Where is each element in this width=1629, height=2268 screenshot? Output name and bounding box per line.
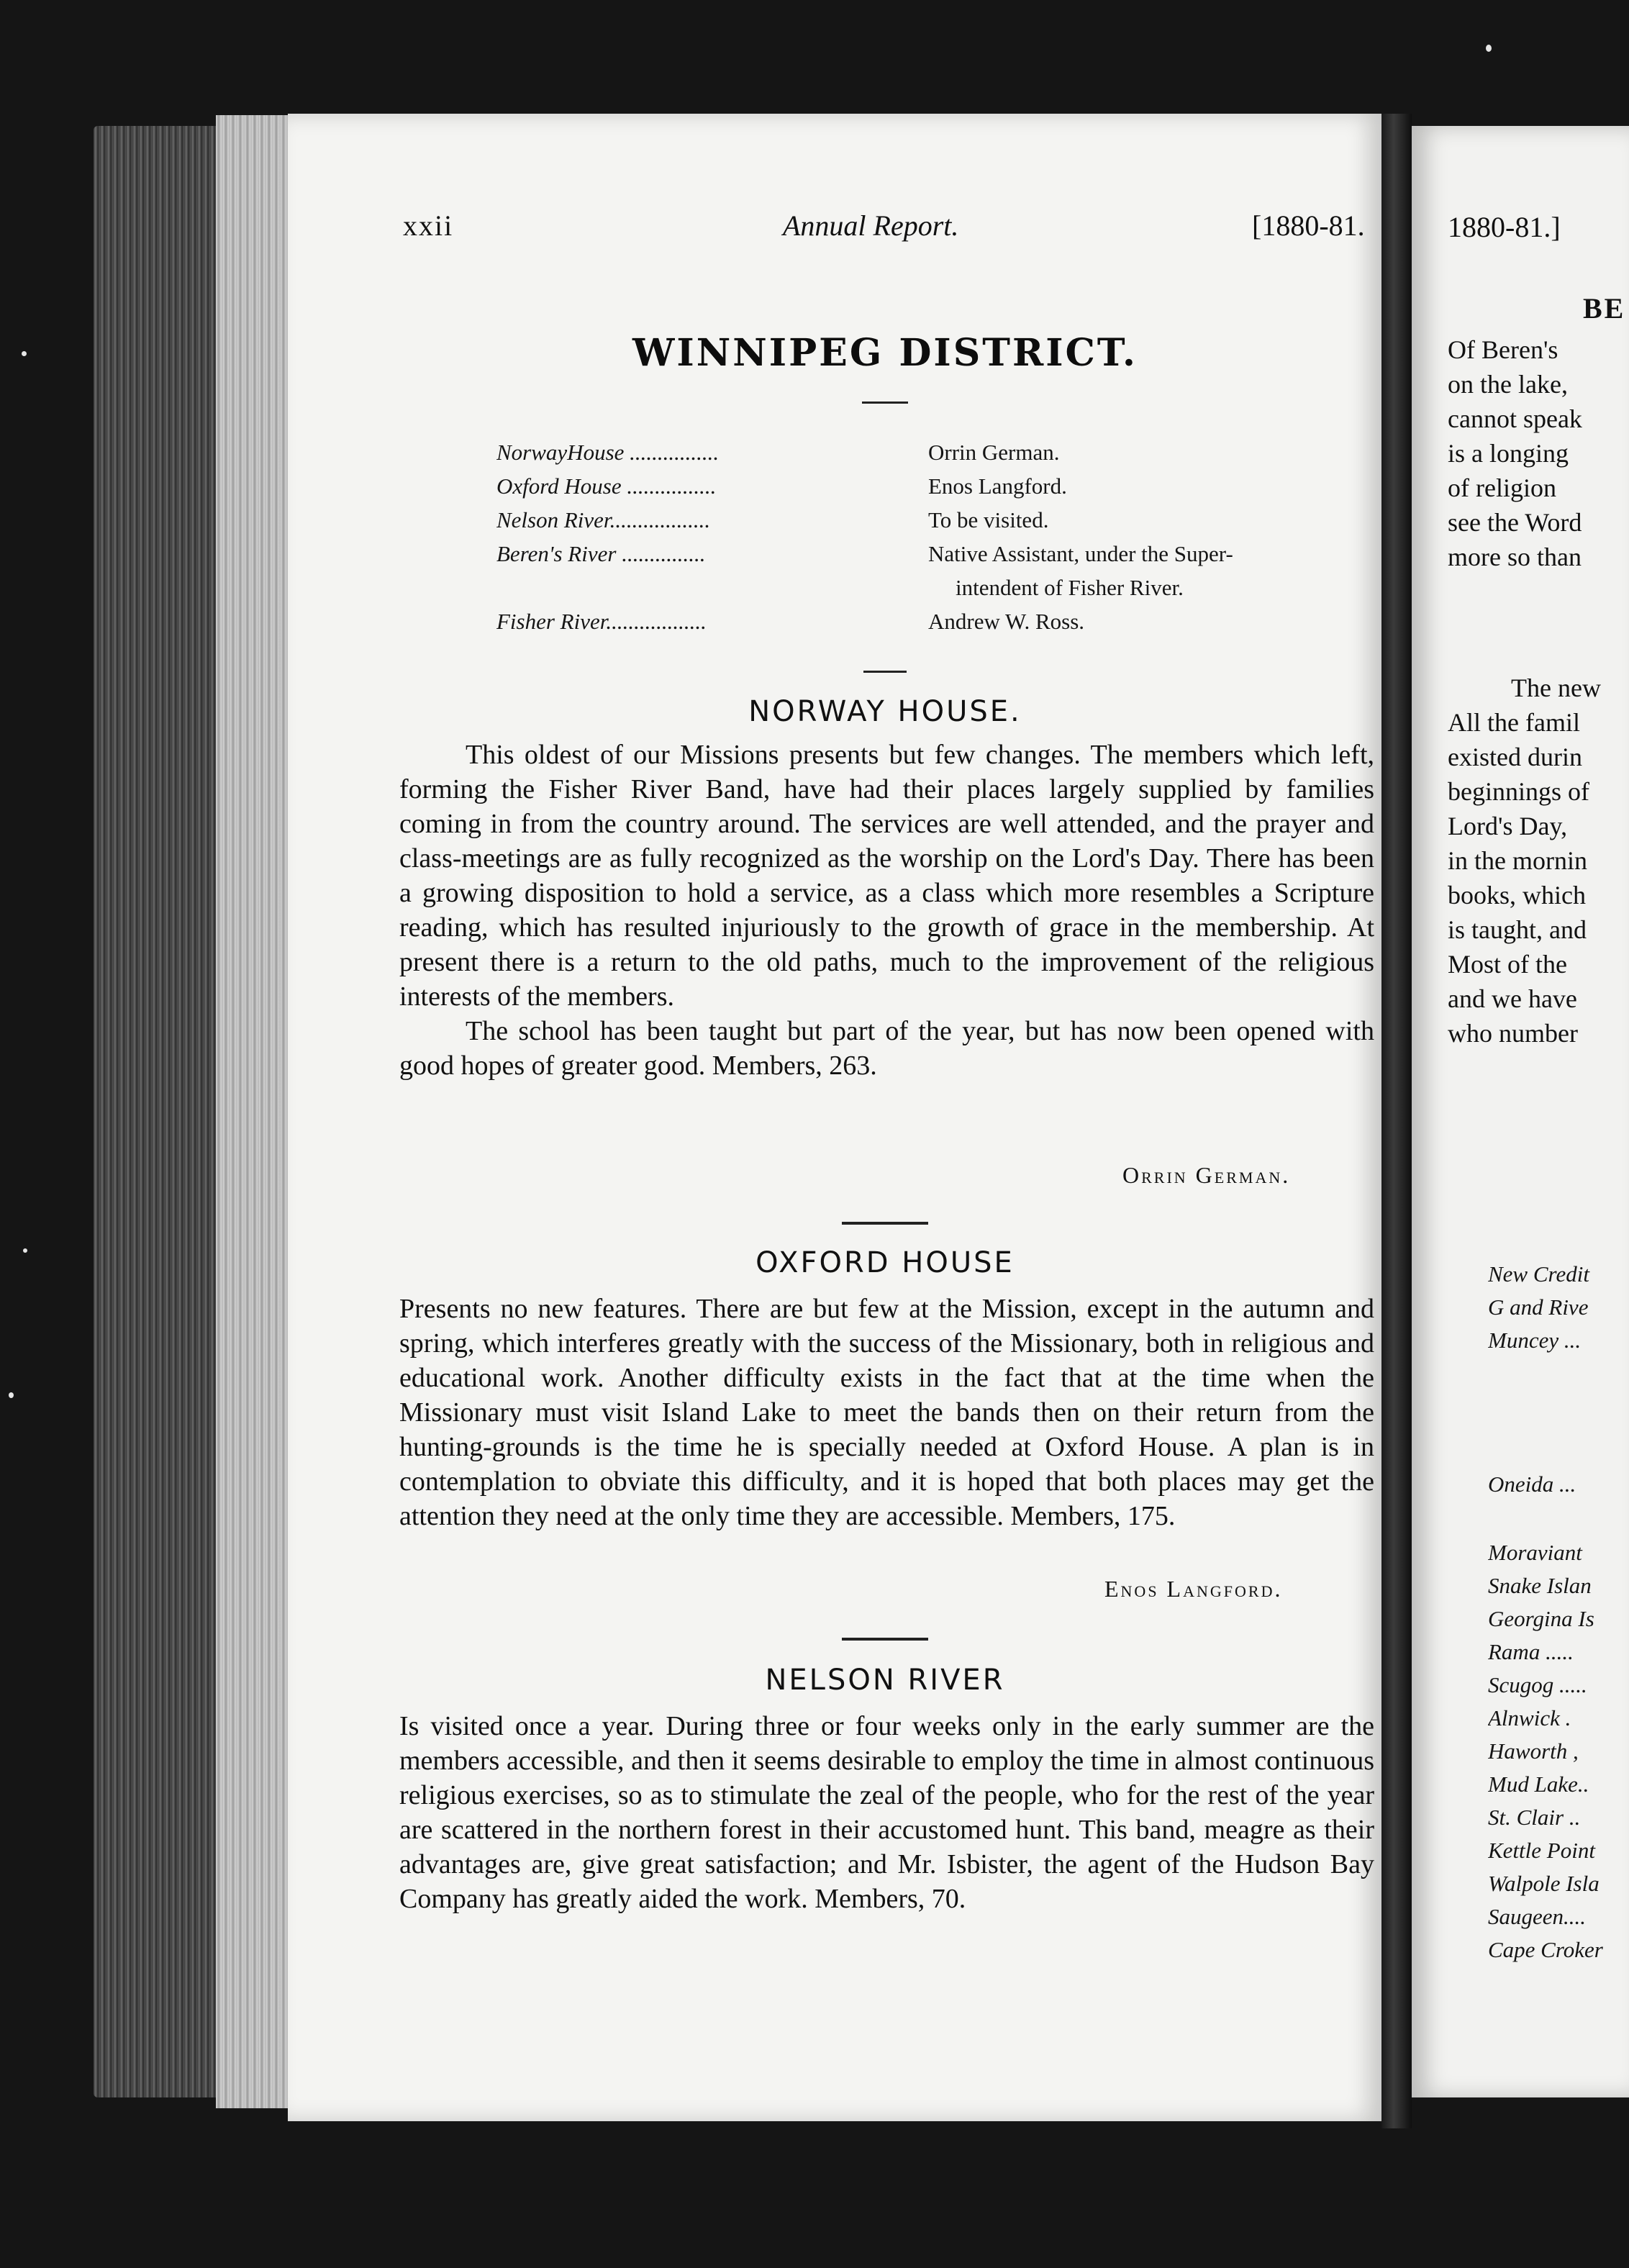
- list-item: New Credit: [1488, 1261, 1589, 1287]
- station-missionary: To be visited.: [928, 507, 1049, 532]
- right-heading-fragment: BE: [1583, 292, 1626, 325]
- text-line: on the lake,: [1448, 370, 1568, 399]
- station-name: Oxford House: [496, 473, 622, 499]
- text-line: The new: [1511, 673, 1601, 702]
- text-line: in the mornin: [1448, 846, 1587, 875]
- section-title-nelson-river: NELSON RIVER: [765, 1664, 1005, 1697]
- list-item: Muncey ...: [1488, 1328, 1582, 1353]
- station-list: [496, 435, 1389, 638]
- text-line: existed durin: [1448, 743, 1582, 771]
- list-item: G and Rive: [1488, 1294, 1589, 1320]
- list-item: Moraviant: [1488, 1540, 1582, 1565]
- text-line: cannot speak: [1448, 404, 1582, 433]
- station-missionary: Andrew W. Ross.: [928, 609, 1085, 634]
- station-missionary-continued: intendent of Fisher River.: [956, 575, 1184, 600]
- page-number: xxii: [403, 209, 454, 242]
- paragraph: The school has been taught but part of the year, but has now been opened with good hopes of greater good. Members, 263.: [399, 1016, 1374, 1081]
- section-body-nelson-river: [399, 1709, 1374, 1916]
- divider-rule: [862, 402, 908, 404]
- signature-enos-langford: Enos Langford.: [1104, 1576, 1283, 1602]
- section-title-oxford-house: OXFORD HOUSE: [755, 1246, 1015, 1279]
- text-line: and we have: [1448, 984, 1577, 1013]
- text-line: of religion: [1448, 473, 1556, 502]
- dust-speck: [22, 351, 27, 356]
- station-row: NorwayHouse ................ Orrin German.: [496, 440, 1060, 465]
- text-line: All the famil: [1448, 708, 1580, 737]
- header-year: [1880-81.: [1252, 209, 1365, 242]
- paragraph: Presents no new features. There are but few at the Mission, except in the autumn and spring, which interferes greatly with the success of the Missionary, both in religious and educational work. Another difficulty exists in the fact that at the time when the Missionary must visit Island Lake to meet the bands then on their return from the hunting-grounds is the time he is specially needed at Oxford House. A plan is in contemplation to obviate this difficulty, and it is hoped that both places may get the attention they need at the only time they are accessible. Members, 175.: [399, 1294, 1374, 1531]
- text-line: Most of the: [1448, 950, 1567, 979]
- right-station-list-b: [1488, 1468, 1629, 1501]
- station-missionary: Orrin German.: [928, 440, 1060, 465]
- paragraph: This oldest of our Missions presents but few changes. The members which left, forming the Fisher River Band, have had their places largely supplied by families coming in from the country around. The services are well attended, and the prayer and class-meetings are as fully recognized as the worship on the Lord's Day. There has been a growing disposition to hold a service, as a class which more resembles a Scripture reading, which has resulted injuriously to the growth of grace in the membership. At present there is a return to the old paths, much to the improvement of the religious interests of the members.: [399, 740, 1374, 1012]
- right-station-list-c: [1488, 1536, 1629, 1967]
- station-row: Fisher River.................. Andrew W. Ross.: [496, 609, 1085, 634]
- station-missionary: Native Assistant, under the Super-: [928, 541, 1233, 566]
- list-item: Saugeen....: [1488, 1904, 1587, 1929]
- station-row: Oxford House ................ Enos Langford.: [496, 473, 1067, 499]
- dust-speck: [9, 1392, 14, 1398]
- list-item: Cape Croker: [1488, 1937, 1603, 1962]
- text-line: is a longing: [1448, 439, 1569, 468]
- list-item: Haworth ,: [1488, 1738, 1579, 1764]
- list-item: St. Clair ..: [1488, 1805, 1581, 1830]
- list-item: Mud Lake..: [1488, 1772, 1589, 1797]
- dust-speck: [23, 1248, 27, 1253]
- running-title: Annual Report.: [783, 209, 959, 242]
- right-text-block-1: [1448, 332, 1629, 574]
- divider-rule: [842, 1638, 928, 1641]
- divider-rule: [863, 671, 907, 673]
- page-edges: [216, 115, 288, 2108]
- section-body-norway-house: [399, 738, 1374, 1083]
- text-line: see the Word: [1448, 508, 1582, 537]
- text-line: Lord's Day,: [1448, 812, 1568, 840]
- text-line: more so than: [1448, 543, 1582, 571]
- text-line: who number: [1448, 1019, 1578, 1048]
- dust-speck: [1486, 45, 1492, 52]
- section-title-norway-house: NORWAY HOUSE.: [748, 695, 1022, 728]
- text-line: is taught, and: [1448, 915, 1587, 944]
- station-name: Nelson River: [496, 507, 610, 532]
- right-text-block-2: [1448, 671, 1629, 1051]
- station-missionary: Enos Langford.: [928, 473, 1067, 499]
- list-item: Georgina Is: [1488, 1606, 1594, 1631]
- station-row: Nelson River.................. To be visited.: [496, 507, 1049, 532]
- text-line: beginnings of: [1448, 777, 1589, 806]
- station-name: Fisher River: [496, 609, 607, 634]
- book-gutter: [1381, 114, 1412, 2128]
- station-name: Beren's River: [496, 541, 617, 566]
- text-line: Of Beren's: [1448, 335, 1558, 364]
- list-item: Walpole Isla: [1488, 1871, 1599, 1896]
- list-item: Scugog .....: [1488, 1672, 1587, 1697]
- divider-rule: [842, 1222, 928, 1225]
- list-item: Alnwick .: [1488, 1705, 1571, 1731]
- text-line: books, which: [1448, 881, 1586, 910]
- station-row: Beren's River ............... Native Assistant, under the Super- intendent of Fisher River.: [496, 537, 1389, 604]
- right-header-year: 1880-81.]: [1448, 211, 1561, 243]
- list-item: Kettle Point: [1488, 1838, 1595, 1863]
- signature-orrin-german: Orrin German.: [1122, 1162, 1291, 1188]
- list-item: Snake Islan: [1488, 1573, 1592, 1598]
- list-item: Rama .....: [1488, 1639, 1574, 1664]
- paragraph: Is visited once a year. During three or four weeks only in the early summer are the members accessible, and then it seems desirable to employ the time in almost continuous religious exercises, so as to stimulate the zeal of the people, who for the rest of the year are scattered in the northern forest in their accustomed hunt. This band, meagre as their advantages are, give great satisfaction; and Mr. Isbister, the agent of the Hudson Bay Company has greatly aided the work. Members, 70.: [399, 1711, 1374, 1914]
- right-station-list-a: [1488, 1258, 1629, 1357]
- district-title: WINNIPEG DISTRICT.: [632, 331, 1138, 375]
- list-item: Oneida ...: [1488, 1471, 1576, 1497]
- section-body-oxford-house: [399, 1292, 1374, 1533]
- station-name: NorwayHouse: [496, 440, 625, 465]
